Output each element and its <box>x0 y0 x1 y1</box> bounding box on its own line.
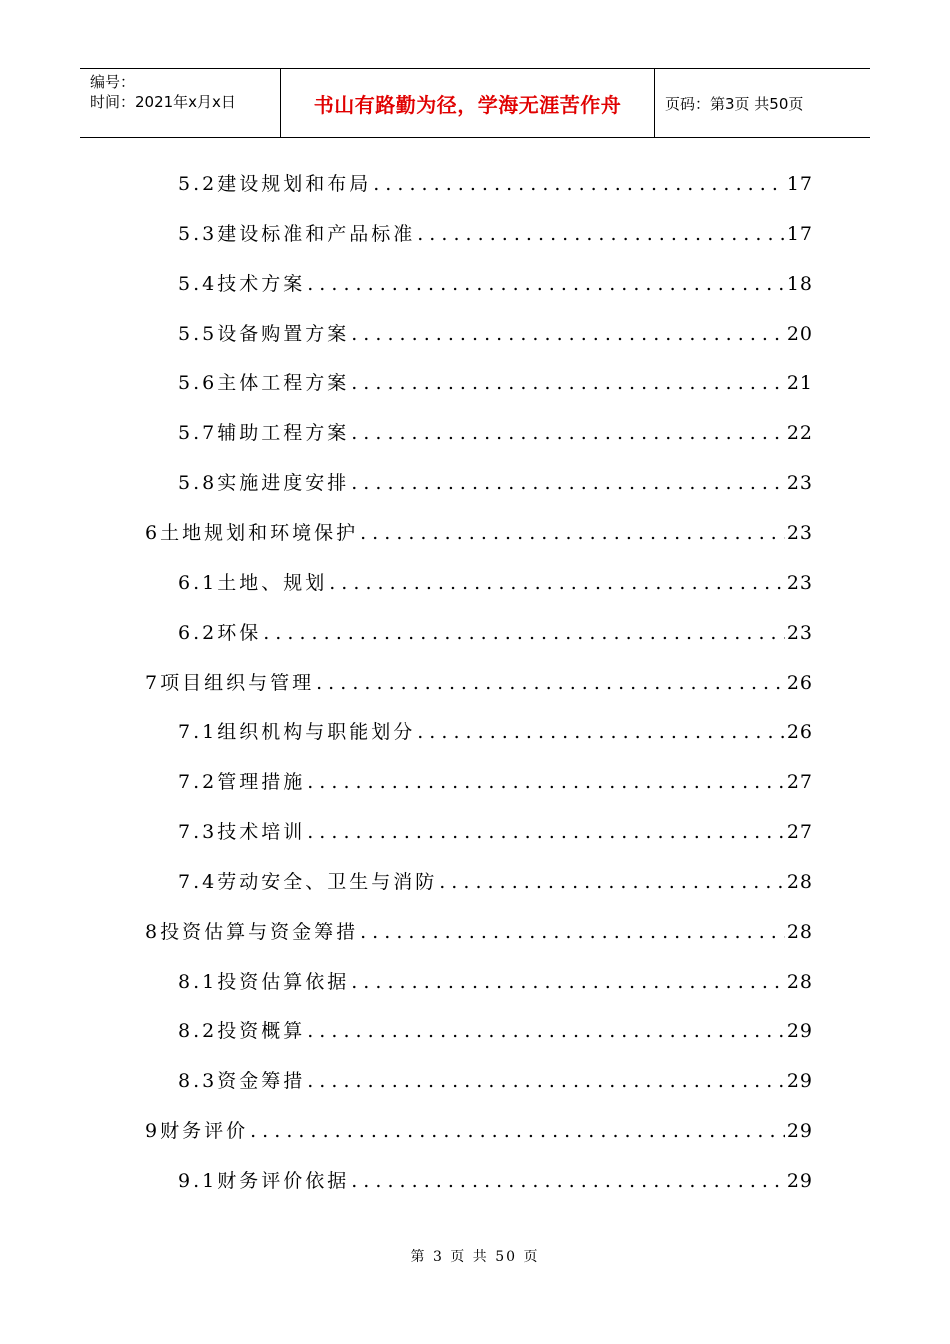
toc-dot-leader <box>307 273 785 295</box>
toc-entry-page: 29 <box>786 1070 813 1093</box>
toc-entry-page: 20 <box>786 322 813 345</box>
toc-entry-page: 28 <box>786 970 813 993</box>
toc-dot-leader <box>439 871 785 893</box>
toc-entry[interactable] <box>145 668 813 698</box>
toc-dot-leader <box>360 522 785 544</box>
toc-entry-page: 17 <box>786 173 813 195</box>
toc-entry-page: 26 <box>786 671 813 694</box>
toc-entry-title: 7项目组织与管理 <box>145 671 315 694</box>
toc-entry-title: 8.2投资概算 <box>178 1020 306 1043</box>
toc-entry-page: 28 <box>786 920 813 943</box>
toc-entry[interactable] <box>178 1066 813 1096</box>
toc-entry[interactable] <box>178 169 813 199</box>
toc-dot-leader <box>417 223 785 245</box>
header-motto-cell <box>281 69 654 137</box>
toc-dot-leader <box>351 323 785 345</box>
toc-dot-leader <box>263 622 785 644</box>
toc-entry-page: 21 <box>786 372 813 395</box>
toc-entry-page: 29 <box>786 1170 813 1192</box>
toc-entry[interactable] <box>178 418 813 448</box>
toc-dot-leader <box>373 173 785 195</box>
toc-dot-leader <box>351 422 785 444</box>
header-page-info: 页码：第3页 共50页 <box>665 94 804 113</box>
header-table <box>80 68 870 138</box>
toc-dot-leader <box>329 572 785 594</box>
header-motto: 书山有路勤为径，学海无涯苦作舟 <box>313 92 622 117</box>
document-date-label: 时间：2021年x月x日 <box>90 93 236 111</box>
toc-entry-page: 29 <box>786 1120 813 1143</box>
toc-entry-page: 28 <box>786 870 813 893</box>
toc-dot-leader <box>250 1120 785 1142</box>
toc-entry-page: 17 <box>786 222 813 245</box>
toc-entry[interactable] <box>178 817 813 847</box>
toc-entry-title: 7.3技术培训 <box>178 821 306 844</box>
toc-entry-title: 6.2环保 <box>178 621 262 644</box>
toc-dot-leader <box>351 971 785 993</box>
toc-dot-leader <box>316 672 785 694</box>
toc-entry-page: 23 <box>786 571 813 594</box>
toc-entry-page: 22 <box>786 422 813 445</box>
toc-dot-leader <box>307 1020 785 1042</box>
toc-entry[interactable] <box>178 468 813 498</box>
toc-entry[interactable] <box>178 219 813 249</box>
toc-entry-title: 5.5设备购置方案 <box>178 322 350 345</box>
toc-dot-leader <box>307 1070 785 1092</box>
toc-entry-title: 5.4技术方案 <box>178 272 306 295</box>
toc-entry[interactable] <box>145 917 813 947</box>
toc-dot-leader <box>351 1170 785 1192</box>
toc-entry-page: 29 <box>786 1020 813 1043</box>
header-meta-cell <box>80 69 280 137</box>
toc-dot-leader <box>307 821 785 843</box>
toc-entry-page: 26 <box>786 721 813 744</box>
toc-entry-page: 27 <box>786 771 813 794</box>
toc-entry-title: 7.2管理措施 <box>178 771 306 794</box>
toc-entry[interactable] <box>178 1016 813 1046</box>
toc-entry-page: 27 <box>786 821 813 844</box>
toc-entry[interactable] <box>178 368 813 398</box>
toc-entry-title: 8.1投资估算依据 <box>178 970 350 993</box>
header-page-cell <box>655 69 870 137</box>
toc-entry[interactable] <box>178 319 813 349</box>
toc-entry-title: 5.8实施进度安排 <box>178 472 350 495</box>
toc-entry[interactable] <box>178 618 813 648</box>
toc-entry[interactable] <box>178 1166 813 1196</box>
toc-entry[interactable] <box>178 767 813 797</box>
toc-entry-title: 6.1土地、规划 <box>178 571 328 594</box>
toc-entry-title: 5.3建设标准和产品标准 <box>178 222 416 245</box>
toc-entry-page: 18 <box>786 272 813 295</box>
toc-entry-page: 23 <box>786 621 813 644</box>
toc-entry[interactable] <box>178 568 813 598</box>
toc-entry[interactable] <box>178 967 813 997</box>
toc-entry-title: 8投资估算与资金筹措 <box>145 920 359 943</box>
toc-entry-title: 6土地规划和环境保护 <box>145 521 359 544</box>
toc-entry[interactable] <box>145 518 813 548</box>
toc-entry-title: 7.1组织机构与职能划分 <box>178 721 416 744</box>
toc-dot-leader <box>351 372 785 394</box>
toc-entry-title: 8.3资金筹措 <box>178 1070 306 1093</box>
toc-dot-leader <box>351 472 785 494</box>
toc-entry[interactable] <box>178 717 813 747</box>
toc-dot-leader <box>360 921 785 943</box>
toc-entry[interactable] <box>178 867 813 897</box>
toc-dot-leader <box>417 721 785 743</box>
toc-entry[interactable] <box>178 269 813 299</box>
page-footer: 第 3 页 共 50 页 <box>410 1249 540 1265</box>
toc-entry[interactable] <box>145 1116 813 1146</box>
toc-entry-title: 9财务评价 <box>145 1120 249 1143</box>
toc-dot-leader <box>307 771 785 793</box>
toc-entry-title: 5.6主体工程方案 <box>178 372 350 395</box>
toc-entry-page: 23 <box>786 472 813 495</box>
toc-entry-title: 7.4劳动安全、卫生与消防 <box>178 870 438 893</box>
toc-entry-title: 5.2建设规划和布局 <box>178 173 372 195</box>
document-number-label: 编号： <box>90 73 136 91</box>
toc-entry-page: 23 <box>786 521 813 544</box>
toc-entry-title: 9.1财务评价依据 <box>178 1170 350 1192</box>
toc-entry-title: 5.7辅助工程方案 <box>178 422 350 445</box>
